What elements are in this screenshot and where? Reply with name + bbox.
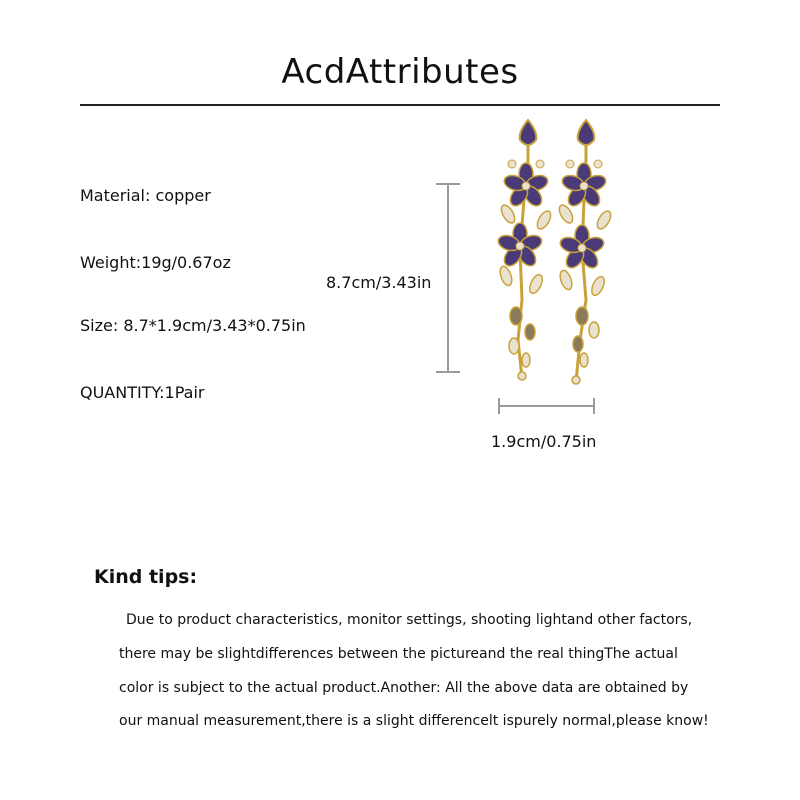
height-measure-line	[436, 184, 460, 372]
earring-right-image	[557, 120, 614, 384]
width-measure-line	[499, 398, 594, 414]
tip-line: there may be slightdifferences between the pictureand the real thingThe actual	[119, 646, 678, 662]
spec-material: Material: copper	[80, 186, 211, 205]
spec-size: Size: 8.7*1.9cm/3.43*0.75in	[80, 316, 306, 335]
width-dimension-label: 1.9cm/0.75in	[491, 432, 597, 451]
tip-line: color is subject to the actual product.Another: All the above data are obtained by	[119, 680, 689, 696]
height-dimension-label: 8.7cm/3.43in	[326, 273, 432, 292]
spec-weight: Weight:19g/0.67oz	[80, 253, 231, 272]
tip-line: Due to product characteristics, monitor settings, shooting lightand other factors,	[126, 612, 693, 628]
tips-heading: Kind tips:	[94, 566, 198, 588]
tip-line: our manual measurement,there is a slight differencelt ispurely normal,please know!	[119, 713, 709, 729]
spec-quantity: QUANTITY:1Pair	[80, 383, 205, 402]
earring-left-image	[496, 120, 553, 380]
page-title: AcdAttributes	[281, 52, 519, 92]
